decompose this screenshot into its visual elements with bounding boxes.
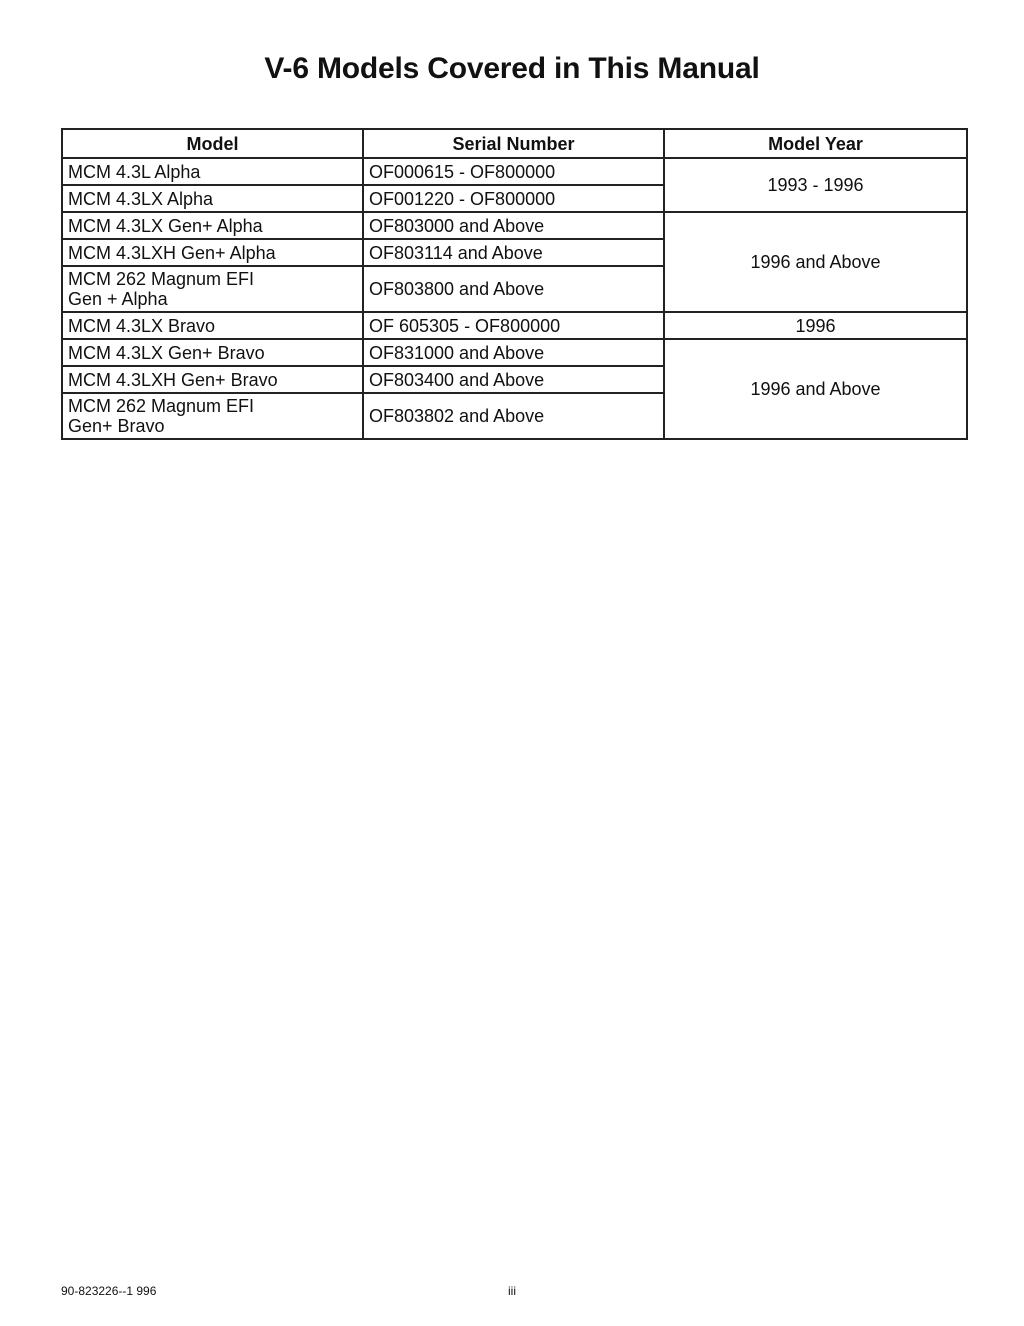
model-cell: MCM 4.3LXH Gen+ Bravo <box>62 366 363 393</box>
model-year-cell: 1993 - 1996 <box>664 158 967 212</box>
model-cell <box>62 393 363 439</box>
model-year-cell: 1996 and Above <box>664 339 967 439</box>
model-year-cell: 1996 and Above <box>664 212 967 312</box>
model-name-line: MCM 262 Magnum EFI <box>68 396 255 416</box>
serial-cell: OF803400 and Above <box>363 366 664 393</box>
models-table <box>61 128 968 440</box>
column-header-model: Model <box>62 129 363 158</box>
serial-cell: OF 605305 - OF800000 <box>363 312 664 339</box>
model-cell: MCM 4.3L Alpha <box>62 158 363 185</box>
serial-cell: OF803000 and Above <box>363 212 664 239</box>
table-header-row <box>62 129 967 158</box>
table-row <box>62 312 967 339</box>
column-header-model-year: Model Year <box>664 129 967 158</box>
model-cell: MCM 4.3LX Gen+ Bravo <box>62 339 363 366</box>
serial-cell: OF000615 - OF800000 <box>363 158 664 185</box>
table-row <box>62 158 967 185</box>
table-row <box>62 339 967 366</box>
model-cell: MCM 4.3LX Bravo <box>62 312 363 339</box>
page-title: V-6 Models Covered in This Manual <box>264 52 760 85</box>
model-cell <box>62 266 363 312</box>
model-name-line: Gen+ Bravo <box>68 416 165 436</box>
footer-doc-number: 90-823226--1 996 <box>61 1284 157 1298</box>
model-name-line: Gen + Alpha <box>68 289 168 309</box>
column-header-serial-number: Serial Number <box>363 129 664 158</box>
model-name-line: MCM 262 Magnum EFI <box>68 269 255 289</box>
serial-cell: OF803800 and Above <box>363 266 664 312</box>
table-row <box>62 212 967 239</box>
model-cell: MCM 4.3LX Alpha <box>62 185 363 212</box>
serial-cell: OF803114 and Above <box>363 239 664 266</box>
footer-page-number: iii <box>508 1284 516 1298</box>
model-year-cell: 1996 <box>664 312 967 339</box>
model-cell: MCM 4.3LXH Gen+ Alpha <box>62 239 363 266</box>
serial-cell: OF831000 and Above <box>363 339 664 366</box>
serial-cell: OF803802 and Above <box>363 393 664 439</box>
model-cell: MCM 4.3LX Gen+ Alpha <box>62 212 363 239</box>
serial-cell: OF001220 - OF800000 <box>363 185 664 212</box>
